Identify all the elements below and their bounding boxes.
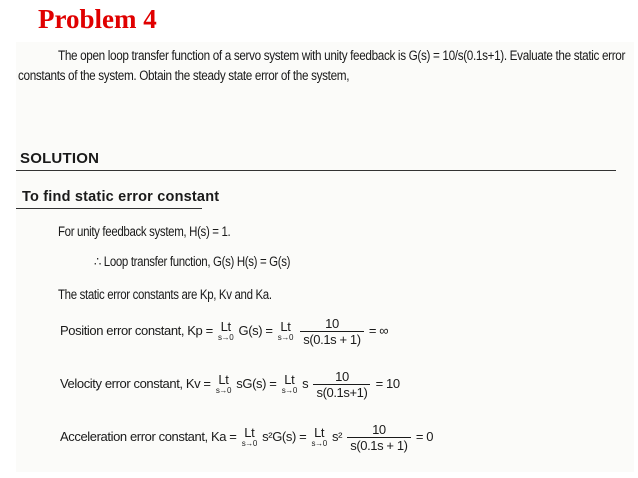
velocity-fraction	[313, 369, 370, 400]
position-expression: G(s) =	[238, 322, 276, 338]
limit-subscript: s→0	[241, 438, 257, 448]
slide-left-margin	[0, 0, 12, 478]
limit-text: Lt	[244, 424, 255, 440]
loop-transfer-line: ∴ Loop transfer function, G(s) H(s) = G(s)	[94, 254, 291, 269]
acceleration-expression: s²G(s) =	[262, 428, 310, 444]
acceleration-result: = 0	[415, 428, 434, 444]
static-constants-line: The static error constants are Kp, Kv and Ka.	[58, 287, 272, 302]
limit-subscript: s→0	[215, 385, 232, 395]
velocity-prefix: s	[302, 375, 309, 391]
fraction-numerator: 10	[372, 422, 386, 437]
velocity-limit-2	[281, 371, 297, 396]
fraction-denominator: s(0.1s + 1)	[347, 437, 410, 453]
fraction-denominator: s(0.1s + 1)	[300, 331, 363, 347]
solution-rule	[16, 170, 616, 171]
slide-title: Problem 4	[38, 4, 157, 34]
limit-text: Lt	[284, 371, 295, 387]
subheading-rule	[16, 208, 202, 209]
fraction-denominator: s(0.1s+1)	[313, 384, 370, 400]
acceleration-error-equation	[60, 422, 433, 453]
position-limit-1	[218, 318, 234, 343]
velocity-expression: sG(s) =	[236, 375, 280, 391]
acceleration-prefix: s²	[331, 428, 342, 444]
unity-feedback-line: For unity feedback system, H(s) = 1.	[58, 224, 231, 239]
limit-subscript: s→0	[311, 438, 327, 448]
velocity-label: Velocity error constant, Kv =	[60, 375, 214, 391]
limit-text: Lt	[220, 318, 231, 334]
acceleration-limit-2	[311, 424, 327, 449]
limit-subscript: s→0	[277, 332, 294, 342]
limit-subscript: s→0	[281, 385, 297, 395]
limit-text: Lt	[314, 424, 325, 440]
position-fraction	[300, 316, 363, 347]
position-label: Position error constant, Kp =	[60, 322, 217, 338]
fraction-numerator: 10	[325, 316, 339, 331]
velocity-error-equation	[60, 369, 400, 400]
problem-line-2: constants of the system. Obtain the steady state error of the system,	[18, 68, 350, 83]
position-limit-2	[277, 318, 294, 343]
limit-subscript: s→0	[218, 332, 234, 342]
problem-line-1: The open loop transfer function of a servo system with unity feedback is G(s) = 10/s(0.1s+1). Evaluate the static error	[58, 48, 626, 63]
acceleration-fraction	[347, 422, 410, 453]
solution-heading: SOLUTION	[20, 150, 100, 167]
position-error-equation	[60, 316, 388, 347]
scanned-page	[16, 42, 634, 472]
position-result: = ∞	[368, 322, 389, 338]
velocity-limit-1	[215, 371, 232, 396]
acceleration-limit-1	[241, 424, 257, 449]
limit-text: Lt	[218, 371, 229, 387]
subheading: To find static error constant	[22, 189, 220, 205]
velocity-result: = 10	[375, 375, 400, 391]
fraction-numerator: 10	[335, 369, 349, 384]
acceleration-label: Acceleration error constant, Ka =	[60, 428, 240, 444]
limit-text: Lt	[280, 318, 291, 334]
